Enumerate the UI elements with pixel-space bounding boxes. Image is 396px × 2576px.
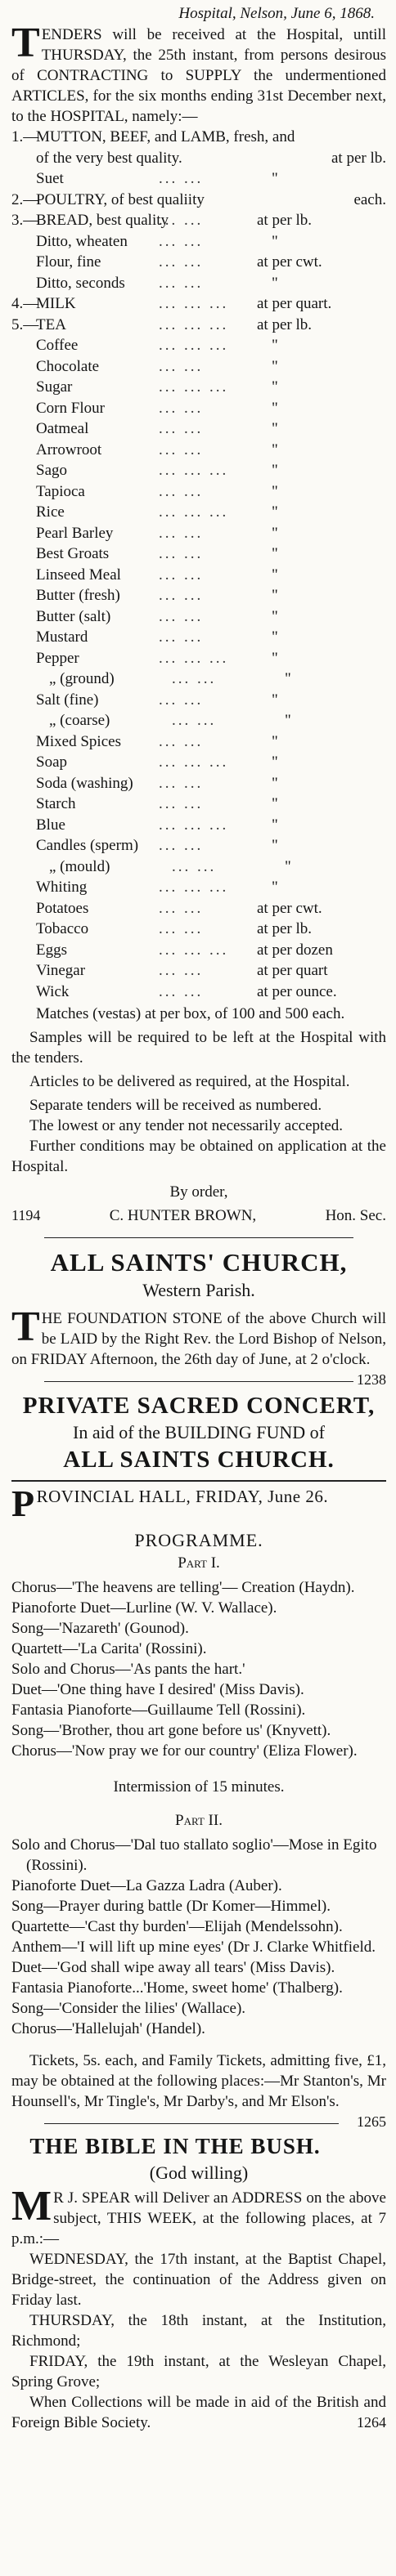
item-name: Oatmeal xyxy=(36,420,89,437)
tender-item xyxy=(11,398,386,419)
programme-item: Fantasia Pianoforte...'Home, sweet home' (Thalberg). xyxy=(11,1979,343,1997)
item-unit: " xyxy=(272,879,278,896)
leader-dots: ... ... ... xyxy=(159,816,229,834)
leader-dots: ... ... xyxy=(159,920,204,937)
tender-item xyxy=(11,627,386,648)
item-unit: " xyxy=(272,462,278,479)
bible-closing: When Collections will be made in aid of the British and Foreign Bible Society. 1264 xyxy=(11,2394,386,2431)
leader-dots: ... ... ... xyxy=(159,462,229,479)
item-unit: at per lb. xyxy=(331,149,386,167)
tender-item xyxy=(11,752,386,773)
leader-dots: ... ... xyxy=(159,545,204,562)
item-name: Suet xyxy=(36,170,64,187)
tender-item xyxy=(11,710,386,731)
item-name: Soap xyxy=(36,754,67,771)
hospital-tenders-ad xyxy=(11,3,386,1226)
leader-dots: ... ... xyxy=(159,628,204,646)
item-name: Mustard xyxy=(36,628,88,646)
programme-item: Chorus—'Now pray we for our country' (Eliza Flower). xyxy=(11,1742,358,1760)
leader-dots: ... ... xyxy=(159,232,204,250)
leader-dots: ... ... xyxy=(159,982,204,1000)
tender-item xyxy=(11,669,386,690)
church-body: THE FOUNDATION STONE of the above Church will be LAID by the Right Rev. the Lord Bishop of Nelson, on FRIDAY Afternoon, the 26th day of June, at 2 o'clock. 1238 xyxy=(11,1308,386,1370)
programme-heading: PROGRAMME. xyxy=(134,1530,263,1550)
intermission: Intermission of 15 minutes. xyxy=(113,1778,285,1796)
concert-subtitle-2: ALL SAINTS CHURCH. xyxy=(63,1447,335,1473)
item-unit: " xyxy=(272,754,278,771)
leader-dots: ... ... xyxy=(159,399,204,417)
leader-dots: ... ... xyxy=(159,837,204,854)
item-unit: " xyxy=(272,420,278,437)
item-name: Wick xyxy=(36,982,70,1000)
tender-item xyxy=(11,856,386,878)
tender-item xyxy=(11,356,386,378)
item-name: Soda (washing) xyxy=(36,774,133,792)
leader-dots: ... ... xyxy=(159,170,204,187)
programme-item: Solo and Chorus—'As pants the hart.' xyxy=(11,1661,245,1678)
tender-item xyxy=(11,148,386,169)
lowest-note: The lowest or any tender not necessarily accepted. xyxy=(29,1117,344,1134)
signer-title: Hon. Sec. xyxy=(325,1207,386,1224)
leader-dots: ... ... ... xyxy=(159,754,229,771)
drop-cap: P xyxy=(11,1483,35,1524)
leader-dots: ... ... xyxy=(159,691,204,709)
leader-dots: ... ... xyxy=(159,774,204,792)
item-unit: " xyxy=(272,232,278,250)
programme-item: Quartett—'La Carita' (Rossini). xyxy=(11,1640,207,1657)
address-date: FRIDAY, the 19th instant, at the Wesleyan Chapel, Spring Grove; xyxy=(11,2353,386,2390)
item-unit: " xyxy=(285,857,291,875)
item-name: TEA xyxy=(36,315,66,333)
item-unit: " xyxy=(272,378,278,396)
item-unit: at per quart xyxy=(257,962,328,979)
item-name: „ (mould) xyxy=(49,857,110,875)
leader-dots: ... ... xyxy=(159,795,204,812)
item-name: Butter (fresh) xyxy=(36,587,120,604)
item-name: Pearl Barley xyxy=(36,524,114,542)
tender-item xyxy=(11,982,386,1003)
item-name: Eggs xyxy=(36,941,67,959)
tender-item xyxy=(11,898,386,919)
tender-items-list xyxy=(11,127,386,1002)
item-unit: at per cwt. xyxy=(257,899,322,917)
ad-ref-number: 1238 xyxy=(357,1371,386,1388)
by-order: By order, xyxy=(169,1183,228,1201)
tender-item xyxy=(11,502,386,523)
programme-item: Duet—'God shall wipe away all tears' (Miss Davis). xyxy=(11,1959,335,1976)
item-unit: at per lb. xyxy=(257,212,313,229)
item-name: Best Groats xyxy=(36,545,110,562)
tenders-intro: TENDERS will be received at the Hospital, untill THURSDAY, the 25th instant, from persons desirous of CONTRACTING to SUPPLY the undermentioned ARTICLES, for the six months ending 31st December next, to the HOSPITAL, namely:— xyxy=(11,20,386,125)
programme-item: Song—Prayer during battle (Dr Komer—Himmel). xyxy=(11,1898,331,1915)
leader-dots: ... ... xyxy=(172,712,217,729)
item-name: Tapioca xyxy=(36,482,85,500)
item-unit: at per ounce. xyxy=(257,982,337,1000)
item-name: Blue xyxy=(36,816,65,834)
tender-item xyxy=(11,190,386,211)
item-unit: " xyxy=(285,712,291,729)
item-name: POULTRY, of best qualiity xyxy=(36,190,205,208)
leader-dots: ... ... xyxy=(159,587,204,604)
tender-item xyxy=(11,168,386,190)
leader-dots: ... ... xyxy=(172,670,217,687)
leader-dots: ... ... ... xyxy=(159,503,229,521)
programme-item: Chorus—'The heavens are telling'— Creation (Haydn). xyxy=(11,1579,355,1596)
item-unit: " xyxy=(272,732,278,750)
leader-dots: ... ... xyxy=(159,524,204,542)
church-subtitle: Western Parish. xyxy=(142,1280,255,1300)
leader-dots: ... ... xyxy=(159,607,204,625)
programme-item: Anthem—'I will lift up mine eyes' (Dr J. Clarke Whitfield. xyxy=(11,1939,376,1956)
item-unit: " xyxy=(272,628,278,646)
leader-dots: ... ... xyxy=(159,441,204,458)
bible-intro: M R J. SPEAR will Deliver an ADDRESS on the above subject, THIS WEEK, at the following places, at 7 p.m.:— xyxy=(11,2183,386,2247)
item-unit: " xyxy=(272,587,278,604)
leader-dots: ... ... ... xyxy=(159,879,229,896)
item-name: Starch xyxy=(36,795,76,812)
drop-cap: T xyxy=(11,1304,40,1350)
programme-item: Fantasia Pianoforte—Guillaume Tell (Rossini). xyxy=(11,1702,306,1719)
item-name: of the very best quality. xyxy=(36,149,182,167)
tickets-info: Tickets, 5s. each, and Family Tickets, admitting five, £1, may be obtained at the following places:—Mr Stanton's, Mr Hounsell's, Mr Tingle's, Mr Darby's, and Mr Elson's. 1265 xyxy=(11,2051,386,2112)
item-unit: at per dozen xyxy=(257,941,333,959)
tender-item xyxy=(11,690,386,711)
leader-dots: ... ... xyxy=(159,482,204,500)
tender-item xyxy=(11,773,386,794)
tender-item xyxy=(11,835,386,856)
bible-bush-ad xyxy=(11,2131,386,2433)
leader-dots: ... ... xyxy=(159,732,204,750)
leader-dots: ... ... xyxy=(159,899,204,917)
programme-item: Quartette—'Cast thy burden'—Elijah (Mendelssohn). xyxy=(11,1918,343,1935)
item-unit: " xyxy=(272,795,278,812)
leader-dots: ... ... xyxy=(159,274,204,292)
leader-dots: ... ... xyxy=(159,212,204,229)
concert-title: PRIVATE SACRED CONCERT, xyxy=(22,1393,376,1419)
tender-item xyxy=(11,648,386,669)
tender-item xyxy=(11,335,386,356)
item-unit: " xyxy=(272,649,278,667)
programme-item: Duet—'One thing have I desired' (Miss Davis). xyxy=(11,1681,304,1698)
tender-item xyxy=(11,231,386,253)
item-unit: " xyxy=(272,503,278,521)
item-name: Chocolate xyxy=(36,357,100,375)
tender-item xyxy=(11,731,386,753)
item-unit: each. xyxy=(353,190,386,208)
item-name: Ditto, wheaten xyxy=(36,232,128,250)
item-unit: " xyxy=(272,816,278,834)
item-unit: " xyxy=(272,170,278,187)
signer-name: C. HUNTER BROWN, xyxy=(109,1207,257,1224)
tender-item xyxy=(11,815,386,836)
drop-cap: T xyxy=(11,20,40,66)
address-date: WEDNESDAY, the 17th instant, at the Baptist Chapel, Bridge-street, the continuation of the Address given on Friday last. xyxy=(11,2251,386,2309)
item-unit: at per quart. xyxy=(257,295,332,312)
programme-item: Pianoforte Duet—La Gazza Ladra (Auber). xyxy=(11,1877,282,1894)
item-unit: " xyxy=(272,482,278,500)
dateline: Hospital, Nelson, June 6, 1868. xyxy=(178,5,375,22)
part-1-heading: Part I. xyxy=(178,1554,220,1572)
church-stone-ad xyxy=(11,1246,386,1388)
item-name: MUTTON, BEEF, and LAMB, fresh, and xyxy=(36,128,295,145)
part-1-list xyxy=(11,1577,386,1761)
item-number: 5.— xyxy=(11,315,39,333)
item-unit: " xyxy=(272,545,278,562)
divider xyxy=(44,1237,353,1238)
church-title: ALL SAINTS' CHURCH, xyxy=(50,1248,348,1277)
item-unit: " xyxy=(272,566,278,584)
item-unit: " xyxy=(272,837,278,854)
tender-item xyxy=(11,919,386,940)
tender-item xyxy=(11,960,386,982)
leader-dots: ... ... ... xyxy=(159,378,229,396)
item-unit: " xyxy=(272,274,278,292)
address-dates xyxy=(11,2249,386,2392)
divider xyxy=(44,2123,339,2124)
item-number: 3.— xyxy=(11,212,39,229)
concert-venue: PROVINCIAL HALL, FRIDAY, June 26. xyxy=(11,1483,329,1524)
item-name: Rice xyxy=(36,503,65,521)
tender-item xyxy=(11,210,386,231)
further-note: Further conditions may be obtained on application at the Hospital. xyxy=(11,1138,386,1175)
item-name: Sugar xyxy=(36,378,73,396)
samples-note: Samples will be required to be left at the Hospital with the tenders. xyxy=(11,1029,386,1067)
tender-item xyxy=(11,252,386,273)
ad-ref-number: 1194 xyxy=(11,1207,41,1223)
leader-dots: ... ... ... xyxy=(159,649,229,667)
bible-subtitle: (God willing) xyxy=(149,2162,249,2183)
bible-title: THE BIBLE IN THE BUSH. xyxy=(29,2134,321,2158)
item-name: Potatoes xyxy=(36,899,89,917)
tender-item xyxy=(11,377,386,398)
separate-note: Separate tenders will be received as numbered. xyxy=(29,1097,322,1114)
item-unit: at per lb. xyxy=(257,920,313,937)
item-name: Vinegar xyxy=(36,962,86,979)
tender-item xyxy=(11,273,386,294)
tender-item xyxy=(11,523,386,544)
concert-subtitle: In aid of the BUILDING FUND of xyxy=(73,1422,325,1442)
tender-item xyxy=(11,565,386,586)
tender-item xyxy=(11,877,386,898)
item-name: Butter (salt) xyxy=(36,607,111,625)
item-name: Flour, fine xyxy=(36,253,101,271)
leader-dots: ... ... ... xyxy=(159,295,229,312)
item-name: Candles (sperm) xyxy=(36,837,139,854)
leader-dots: ... ... xyxy=(159,357,204,375)
leader-dots: ... ... ... xyxy=(159,941,229,959)
item-name: MILK xyxy=(36,295,76,312)
signature-row xyxy=(11,1205,386,1226)
item-name: Whiting xyxy=(36,879,88,896)
tender-item xyxy=(11,940,386,961)
item-name: „ (ground) xyxy=(49,670,115,687)
leader-dots: ... ... ... xyxy=(159,315,229,333)
tender-item xyxy=(11,418,386,440)
item-name: Coffee xyxy=(36,337,79,354)
tender-item xyxy=(11,127,386,148)
item-name: Arrowroot xyxy=(36,441,102,458)
programme-item: Song—'Brother, thou art gone before us' (Knyvett). xyxy=(11,1722,331,1739)
item-unit: " xyxy=(272,607,278,625)
part-2-heading: Part II. xyxy=(175,1812,223,1829)
ad-ref-number: 1265 xyxy=(357,2113,386,2130)
item-unit: " xyxy=(272,774,278,792)
leader-dots: ... ... xyxy=(159,566,204,584)
leader-dots: ... ... xyxy=(159,962,204,979)
programme-item: Song—'Nazareth' (Gounod). xyxy=(11,1620,189,1637)
matches-line: Matches (vestas) at per box, of 100 and 500 each. xyxy=(36,1005,345,1022)
tender-item xyxy=(11,481,386,503)
programme-item: Song—'Consider the lilies' (Wallace). xyxy=(11,2000,246,2017)
item-number: 2.— xyxy=(11,190,39,208)
item-unit: " xyxy=(272,337,278,354)
tender-item xyxy=(11,606,386,628)
leader-dots: ... ... xyxy=(159,253,204,271)
leader-dots: ... ... ... xyxy=(159,337,229,354)
part-2-list xyxy=(11,1835,386,2039)
programme-item: Chorus—'Hallelujah' (Handel). xyxy=(11,2020,205,2037)
tender-item xyxy=(11,293,386,315)
address-date: THURSDAY, the 18th instant, at the Institution, Richmond; xyxy=(11,2312,386,2350)
tender-item xyxy=(11,440,386,461)
item-unit: " xyxy=(285,670,291,687)
item-name: BREAD, best quality xyxy=(36,212,169,229)
drop-cap: M xyxy=(11,2183,52,2229)
item-name: Linseed Meal xyxy=(36,566,121,584)
programme-item: Pianoforte Duet—Lurline (W. V. Wallace). xyxy=(11,1599,277,1617)
item-unit: " xyxy=(272,524,278,542)
tender-item xyxy=(11,794,386,815)
programme-item: Solo and Chorus—'Dal tuo stallato soglio'—Mose in Egito (Rossini). xyxy=(11,1836,377,1874)
tender-item xyxy=(11,460,386,481)
item-unit: at per lb. xyxy=(257,315,313,333)
tender-item xyxy=(11,543,386,565)
item-name: Pepper xyxy=(36,649,79,667)
tender-item xyxy=(11,585,386,606)
sacred-concert-ad xyxy=(11,1390,386,2130)
tender-item xyxy=(11,315,386,336)
leader-dots: ... ... xyxy=(159,420,204,437)
item-unit: " xyxy=(272,691,278,709)
item-unit: " xyxy=(272,399,278,417)
item-number: 1.— xyxy=(11,128,39,145)
item-name: Mixed Spices xyxy=(36,732,121,750)
item-number: 4.— xyxy=(11,295,39,312)
item-name: Tobacco xyxy=(36,920,89,937)
item-name: Corn Flour xyxy=(36,399,105,417)
item-name: Sago xyxy=(36,462,67,479)
ad-ref-number: 1264 xyxy=(357,2414,386,2431)
articles-note: Articles to be delivered as required, at the Hospital. xyxy=(29,1073,350,1090)
item-unit: " xyxy=(272,441,278,458)
item-unit: " xyxy=(272,357,278,375)
item-name: Salt (fine) xyxy=(36,691,99,709)
item-unit: at per cwt. xyxy=(257,253,322,271)
leader-dots: ... ... xyxy=(172,857,217,875)
divider xyxy=(11,1480,386,1482)
divider xyxy=(44,1381,353,1382)
item-name: „ (coarse) xyxy=(49,712,110,729)
item-unit xyxy=(295,127,386,148)
item-name: Ditto, seconds xyxy=(36,274,125,292)
